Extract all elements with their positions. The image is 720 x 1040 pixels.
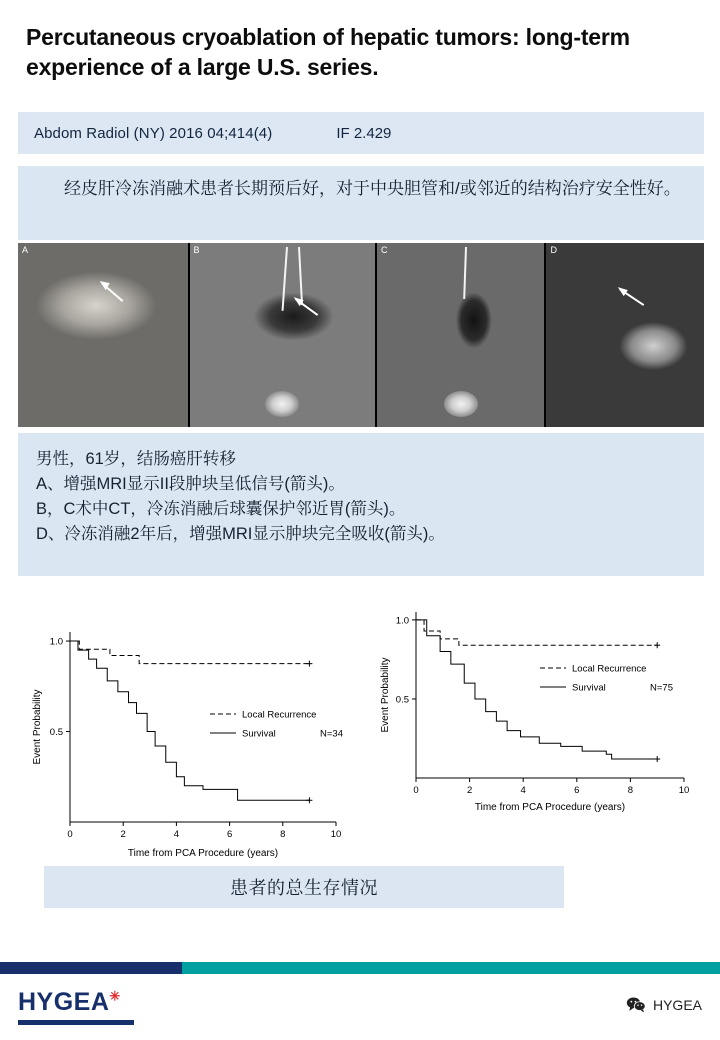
arrow-annotation-a bbox=[18, 243, 188, 427]
page-title: Percutaneous cryoablation of hepatic tumors: long-term experience of a large U.S. series. bbox=[26, 24, 630, 81]
svg-text:10: 10 bbox=[678, 785, 690, 796]
svg-text:6: 6 bbox=[574, 785, 580, 796]
image-panel-d bbox=[546, 243, 704, 427]
wechat-icon bbox=[626, 996, 646, 1013]
chart-caption-text: 患者的总生存情况 bbox=[230, 878, 378, 898]
findings-line-d: D、冷冻消融2年后，增强MRI显示肿块完全吸收(箭头)。 bbox=[36, 525, 445, 544]
svg-text:4: 4 bbox=[173, 829, 180, 840]
svg-text:Local Recurrence: Local Recurrence bbox=[572, 663, 647, 675]
arrow-annotation-d bbox=[546, 243, 704, 427]
svg-text:Survival: Survival bbox=[242, 728, 276, 740]
panel-label-c: C bbox=[380, 245, 388, 255]
image-panel-c bbox=[377, 243, 545, 427]
wechat-label: HYGEA bbox=[652, 996, 702, 1013]
charts-area bbox=[0, 596, 720, 868]
conclusion-box bbox=[18, 166, 704, 240]
footer bbox=[0, 974, 720, 1040]
findings-line-bc: B，C术中CT，冷冻消融后球囊保护邻近胃(箭头)。 bbox=[36, 500, 406, 519]
panel-label-d: D bbox=[550, 245, 557, 255]
citation-impact-factor: IF 2.429 bbox=[336, 124, 392, 142]
image-panel-a bbox=[18, 243, 188, 427]
svg-text:6: 6 bbox=[226, 829, 233, 840]
svg-text:0: 0 bbox=[67, 829, 73, 840]
svg-text:0.5: 0.5 bbox=[49, 727, 63, 739]
kaplan-meier-chart-left bbox=[14, 610, 360, 866]
svg-text:8: 8 bbox=[280, 829, 286, 840]
findings-line-patient: 男性，61岁，结肠癌肝转移 bbox=[36, 450, 236, 468]
svg-text:Time from PCA Procedure (years: Time from PCA Procedure (years) bbox=[127, 848, 279, 859]
svg-text:Event Probability: Event Probability bbox=[32, 689, 43, 765]
chart-caption-box bbox=[44, 866, 564, 908]
svg-text:2: 2 bbox=[120, 829, 126, 840]
svg-text:0: 0 bbox=[413, 785, 419, 796]
footer-rule bbox=[0, 962, 720, 974]
findings-box bbox=[18, 433, 704, 576]
wechat-account bbox=[626, 996, 702, 1013]
spine-structure-c bbox=[444, 391, 478, 417]
brand-logo-underline bbox=[18, 1020, 134, 1025]
panel-label-a: A bbox=[22, 245, 29, 255]
footer-rule-navy bbox=[0, 962, 182, 974]
svg-text:1.0: 1.0 bbox=[395, 615, 409, 627]
svg-text:Local Recurrence: Local Recurrence bbox=[242, 709, 317, 721]
citation-bar bbox=[18, 112, 704, 154]
svg-text:Event Probability: Event Probability bbox=[380, 657, 391, 733]
svg-text:Survival: Survival bbox=[572, 682, 606, 694]
svg-text:2: 2 bbox=[466, 785, 473, 796]
findings-line-a: A、增强MRI显示II段肿块呈低信号(箭头)。 bbox=[36, 475, 345, 494]
svg-text:8: 8 bbox=[627, 785, 634, 796]
arrow-annotation-b bbox=[190, 243, 375, 427]
brand-logo bbox=[18, 988, 121, 1017]
panel-label-b: B bbox=[193, 245, 200, 255]
citation-journal: Abdom Radiol (NY) 2016 04;414(4) bbox=[34, 124, 273, 142]
svg-text:4: 4 bbox=[520, 785, 526, 796]
svg-text:10: 10 bbox=[330, 829, 342, 840]
brand-logo-text: HYGEA bbox=[18, 988, 110, 1016]
image-panel-b bbox=[190, 243, 375, 427]
svg-text:1.0: 1.0 bbox=[49, 636, 63, 648]
footer-rule-teal bbox=[182, 962, 720, 974]
kaplan-meier-chart-right bbox=[372, 596, 708, 838]
brand-logo-star-icon: ✳ bbox=[109, 988, 121, 1004]
svg-text:N=75: N=75 bbox=[650, 682, 673, 694]
svg-text:0.5: 0.5 bbox=[395, 694, 409, 706]
conclusion-text: 经皮肝冷冻消融术患者长期预后好，对于中央胆管和/或邻近的结构治疗安全性好。 bbox=[64, 179, 681, 198]
svg-text:Time from PCA Procedure (years: Time from PCA Procedure (years) bbox=[474, 802, 626, 813]
svg-text:N=34: N=34 bbox=[320, 728, 343, 740]
radiology-image-strip bbox=[18, 243, 704, 427]
